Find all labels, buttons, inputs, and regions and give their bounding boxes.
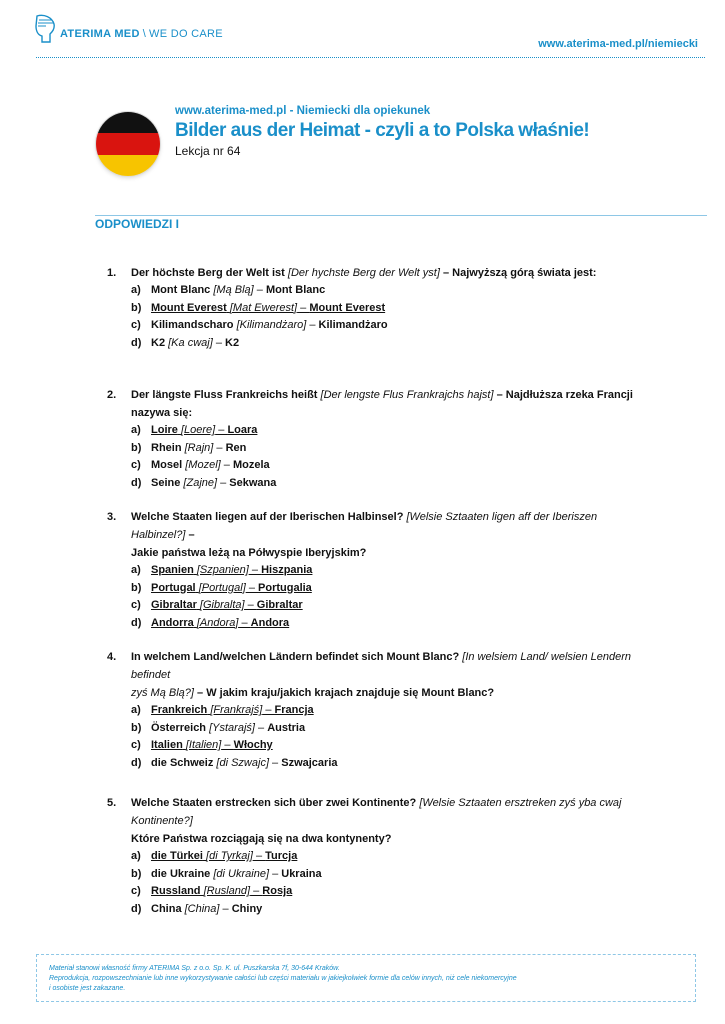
answer-option-correct: b) Portugal [Portugal] – Portugalia	[131, 581, 312, 594]
answer-option: c) Mosel [Mozel] – Mozela	[131, 459, 270, 471]
question-continuation: Jakie państwa leżą na Półwyspie Iberyjskim?	[131, 547, 367, 559]
question-1	[107, 264, 647, 352]
question-number: 1.	[107, 267, 117, 279]
answer-option-correct: a) Loire [Loere] – Loara	[131, 424, 258, 436]
question-pronunciation-cont: zyś Mą Blą?]	[131, 687, 194, 699]
brand-name: ATERIMA MED	[60, 28, 140, 40]
question-5	[107, 794, 647, 918]
answer-option-correct: d) Andorra [Andora] – Andora	[131, 616, 290, 629]
logo-face-icon	[34, 14, 56, 44]
answer-option-correct: c) Gibraltar [Gibralta] – Gibraltar	[131, 599, 303, 611]
answer-option: a) Mont Blanc [Mą Blą] – Mont Blanc	[131, 284, 326, 296]
question-text: Der längste Fluss Frankreichs heißt	[131, 389, 321, 401]
lesson-title: Bilder aus der Heimat - czyli a to Polska właśnie!	[175, 120, 590, 141]
answer-option: b) Rhein [Rajn] – Ren	[131, 441, 247, 454]
question-continuation: – W jakim kraju/jakich krajach znajduje się Mount Blanc?	[193, 687, 495, 699]
answer-option-correct: a) Spanien [Szpanien] – Hiszpania	[131, 564, 313, 576]
flag-stripe-gold	[96, 155, 160, 176]
answer-option: d) K2 [Ka cwaj] – K2	[131, 336, 240, 349]
answer-option: d) die Schweiz [di Szwajc] – Szwajcaria	[131, 756, 338, 769]
section-divider	[95, 215, 707, 216]
answer-option-correct: c) Russland [Rusland] – Rosja	[131, 885, 293, 897]
header-url-link[interactable]: www.aterima-med.pl/niemiecki	[538, 38, 698, 50]
question-text: Welche Staaten erstrecken sich über zwei Kontinente?	[131, 797, 420, 809]
footer-line-1: Materiał stanowi własność firmy ATERIMA Sp. z o.o. Sp. K. ul. Puszkarska 7f, 30-644 Kraków.	[49, 965, 340, 972]
question-text: In welchem Land/welchen Ländern befindet sich Mount Blanc?	[131, 651, 463, 663]
question-pronunciation: [Der hychste Berg der Welt yst]	[287, 267, 440, 279]
page-header	[0, 0, 725, 60]
question-text-pl: – Najdłuższa rzeka Francji nazywa się:	[131, 389, 633, 419]
question-pronunciation: [In welsiem Land/ welsien Lendern befindet	[131, 651, 632, 681]
answer-option: c) Kilimandscharo [Kilimandżaro] – Kilimandżaro	[131, 319, 388, 331]
aterima-logo[interactable]	[34, 14, 223, 44]
site-line-link[interactable]: www.aterima-med.pl - Niemiecki dla opiekunek	[175, 105, 431, 117]
header-divider	[36, 57, 705, 58]
answer-option: d) China [China] – Chiny	[131, 902, 263, 915]
question-number: 3.	[107, 511, 117, 523]
brand-tagline: WE DO CARE	[149, 28, 223, 40]
lesson-intro	[96, 104, 656, 184]
flag-stripe-red	[96, 133, 160, 154]
german-flag-icon	[96, 112, 160, 176]
footer-line-3: i osobiste jest zakazane.	[49, 985, 126, 992]
question-pronunciation: [Der lengste Flus Frankrajchs hajst]	[320, 389, 494, 401]
flag-stripe-black	[96, 112, 160, 133]
answers-section-header	[95, 217, 707, 231]
question-continuation: Które Państwa rozciągają się na dwa kontynenty?	[131, 833, 392, 845]
question-text-pl: – Najwyższą górą świata jest:	[439, 267, 597, 279]
answer-option-correct: a) die Türkei [di Tyrkaj] – Turcja	[131, 850, 298, 862]
answer-option-correct: c) Italien [Italien] – Włochy	[131, 739, 273, 751]
question-text: Welche Staaten liegen auf der Iberischen Halbinsel?	[131, 511, 407, 523]
question-number: 2.	[107, 389, 117, 401]
question-text-pl: –	[185, 529, 195, 541]
answer-option-correct: a) Frankreich [Frankrajś] – Francja	[131, 704, 314, 716]
lesson-number: Lekcja nr 64	[175, 144, 241, 158]
section-title: ODPOWIEDZI I	[95, 217, 179, 231]
footer-line-2: Reprodukcja, rozpowszechnianie lub inne wykorzystywanie całości lub części materiału w jakiejkolwiek formie dla celów innych, niż cele niekomercyjne	[49, 975, 517, 982]
answer-option: b) die Ukraine [di Ukraine] – Ukraina	[131, 867, 322, 880]
logo-text: ATERIMA MED \ WE DO CARE	[60, 28, 223, 40]
question-text: Der höchste Berg der Welt ist	[131, 267, 288, 279]
question-number: 4.	[107, 651, 117, 663]
answer-option-correct: b) Mount Everest [Mat Ewerest] – Mount Everest	[131, 301, 386, 314]
question-3	[107, 508, 647, 632]
answer-option: d) Seine [Zajne] – Sekwana	[131, 476, 277, 489]
answer-option: b) Österreich [Ystarajś] – Austria	[131, 721, 306, 734]
question-4	[107, 648, 647, 772]
copyright-footer	[36, 954, 696, 1002]
question-pronunciation: [Welsie Sztaaten ersztreken zyś yba cwaj Kontinente?]	[131, 797, 622, 827]
question-number: 5.	[107, 797, 117, 809]
question-2	[107, 386, 647, 492]
question-pronunciation: [Welsie Sztaaten ligen aff der Iberiszen Halbinzel?]	[131, 511, 598, 541]
